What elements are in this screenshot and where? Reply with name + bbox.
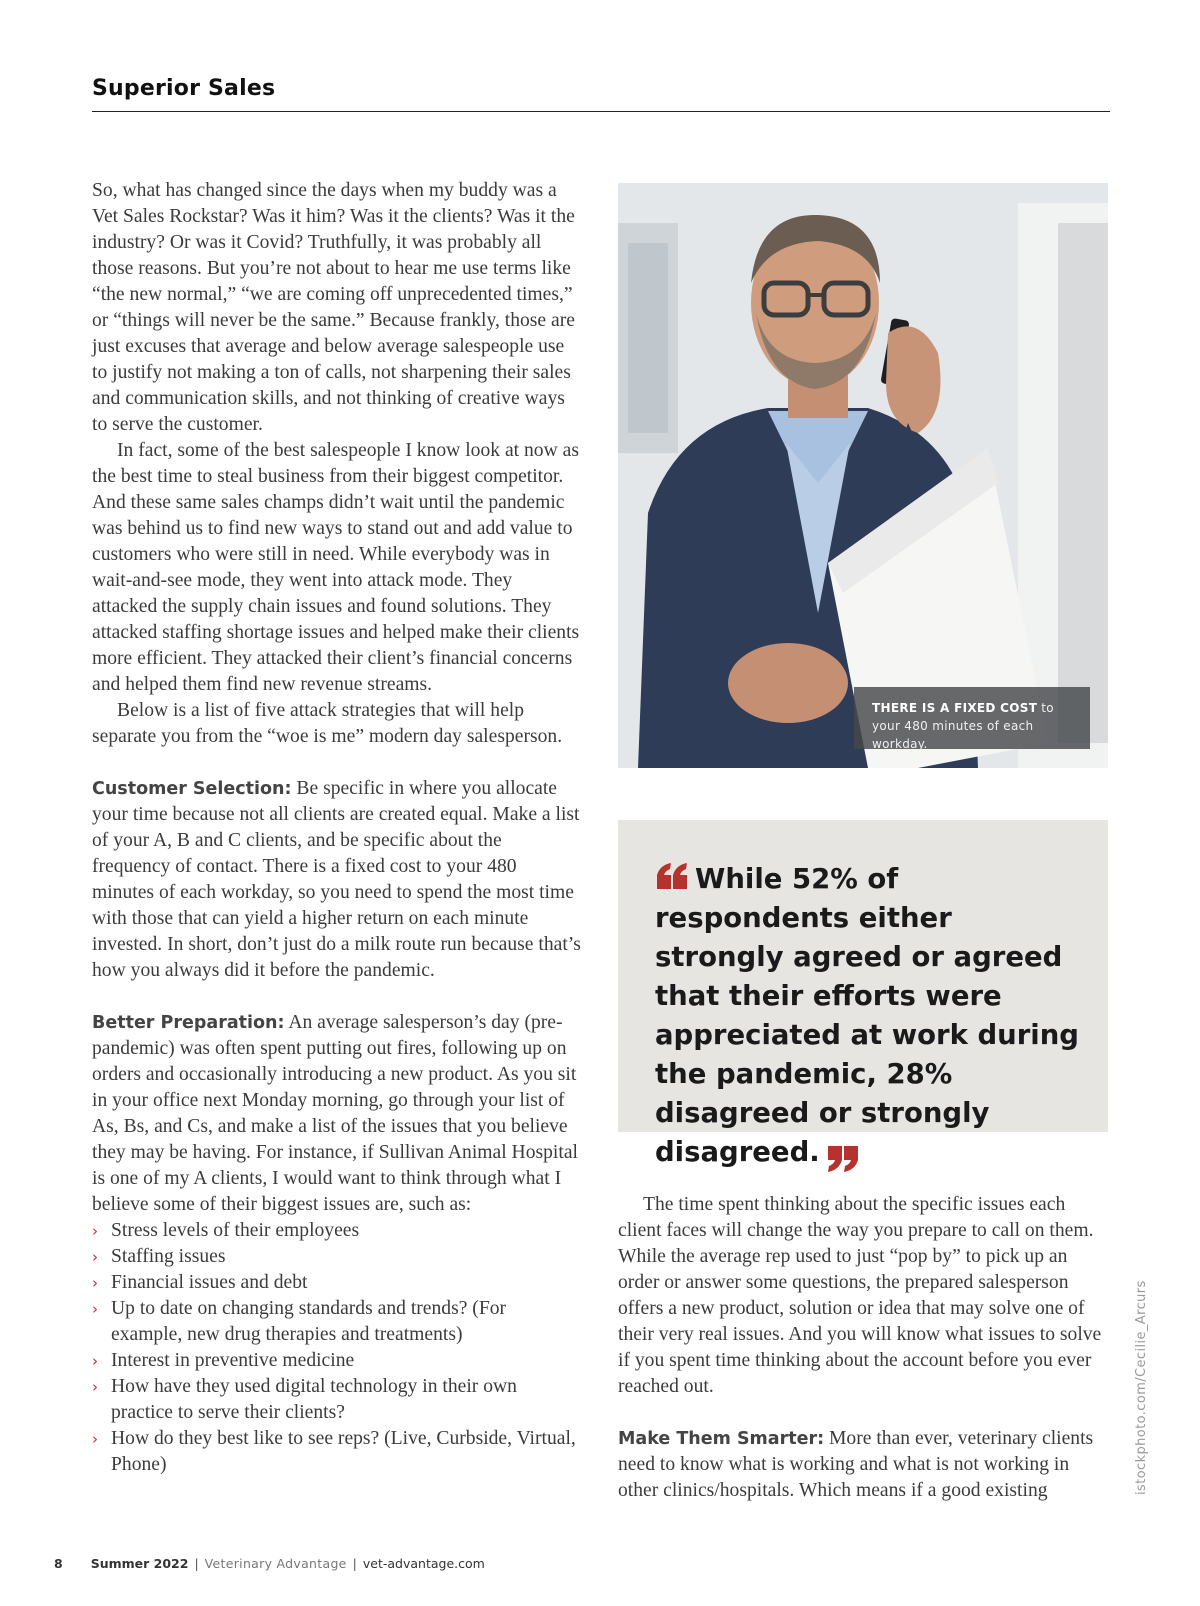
separator: | [194, 1556, 199, 1571]
businessman-on-phone-photo [618, 183, 1108, 768]
page-number: 8 [54, 1556, 63, 1571]
chevron-right-icon: › [92, 1248, 98, 1266]
strategy-lead: Customer Selection: [92, 779, 292, 799]
left-column [92, 178, 582, 1478]
strategy-lead: Better Preparation: [92, 1013, 285, 1033]
photo-caption [854, 687, 1090, 749]
pull-quote [618, 820, 1108, 1168]
list-item: › Financial issues and debt [92, 1270, 582, 1296]
page-header [92, 76, 1110, 112]
list-item: › Staffing issues [92, 1244, 582, 1270]
list-item: › Interest in preventive medicine [92, 1348, 582, 1374]
issue-label: Summer 2022 [90, 1556, 189, 1571]
caption-text: to your 480 minutes of each workday. [872, 701, 1054, 751]
strategy-better-preparation [92, 1010, 582, 1218]
magazine-name: Veterinary Advantage [204, 1556, 347, 1571]
page-footer [54, 1556, 485, 1571]
chevron-right-icon: › [92, 1352, 98, 1370]
strategy-customer-selection [92, 776, 582, 984]
chevron-right-icon: › [92, 1222, 98, 1240]
open-quote-icon [655, 863, 689, 891]
paragraph: In fact, some of the best salespeople I know look at now as the best time to steal business from their biggest competitor. And these same sales champs didn’t wait until the pandemic was behind us to find new ways to stand out and add value to customers who were still in need. While everybody was in wait-and-see mode, they went into attack mode. They attacked the supply chain issues and found solutions. They attacked staffing shortage issues and helped make their clients more efficient. They attacked their client’s financial concerns and helped them find new revenue streams. [92, 440, 580, 695]
list-item: › How have they used digital technology in their own practice to serve their clients? [92, 1376, 517, 1423]
strategy-text: Be specific in where you allocate your time because not all clients are created equal. Make a list of your A, B and C clients, and be specific about the frequency of contact. There is a fixed cost to your 480 minutes of each workday, so you need to spend the most time with those that can yield a higher return on each minute invested. In short, don’t just do a milk route run because that’s how you always did it before the pandemic. [92, 778, 581, 981]
header-rule [92, 111, 1110, 112]
paragraph: Below is a list of five attack strategies that will help separate you from the “woe is me” modern day salesperson. [92, 700, 563, 747]
close-quote-icon [826, 1144, 860, 1172]
chevron-right-icon: › [92, 1378, 98, 1396]
chevron-right-icon: › [92, 1430, 98, 1448]
section-title: Superior Sales [92, 76, 276, 101]
issues-list [92, 1218, 582, 1478]
strategy-lead: Make Them Smarter: [618, 1429, 825, 1449]
website-url: vet-advantage.com [362, 1556, 485, 1571]
chevron-right-icon: › [92, 1300, 98, 1318]
chevron-right-icon: › [92, 1274, 98, 1292]
right-column [618, 1192, 1112, 1504]
pull-quote-text [655, 860, 1085, 1172]
caption-bold: THERE IS A FIXED COST [872, 701, 1038, 715]
strategy-text: An average salesperson’s day (pre-pandemic) was often spent putting out fires, following up on orders and occasionally introducing a new product. As you sit in your office next Monday morning, go through your list of As, Bs, and Cs, and make a list of the issues that you believe they may be having. For instance, if Sullivan Animal Hospital is one of my A clients, I would want to think through what I believe some of their biggest issues are, such as: [92, 1012, 578, 1215]
list-item: › Stress levels of their employees [92, 1218, 582, 1244]
photo-credit: istockphoto.com/Cecilie_Arcurs [1134, 1280, 1149, 1495]
paragraph: So, what has changed since the days when my buddy was a Vet Sales Rockstar? Was it him? Was it the clients? Was it the industry? Or was it Covid? Truthfully, it was probably all those reasons. But you’re not about to hear me use terms like “the new normal,” “we are coming off unprecedented times,” or “things will never be the same.” Because frankly, those are just excuses that average and below average salespeople use to justify not making a ton of calls, not sharpening their sales and communication skills, and not thinking of creative ways to serve the customer. [92, 180, 575, 435]
list-item: › How do they best like to see reps? (Live, Curbside, Virtual, Phone) [92, 1428, 576, 1475]
strategy-make-them-smarter [618, 1426, 1112, 1504]
strategy-text: More than ever, veterinary clients need to know what is working and what is not working in other clinics/hospitals. Which means if a good existing [618, 1428, 1094, 1501]
list-item: › Up to date on changing standards and trends? (For example, new drug therapies and treatments) [92, 1298, 507, 1345]
separator: | [352, 1556, 357, 1571]
paragraph: The time spent thinking about the specific issues each client faces will change the way you prepare to call on them. While the average rep used to just “pop by” to pick up an order or answer some questions, the prepared salesperson offers a new product, solution or idea that may solve one of their very real issues. And you will know what issues to solve if you spent time thinking about the account before you ever reached out. [618, 1194, 1102, 1397]
photo-illustration [618, 183, 1108, 768]
pull-quote-body: While 52% of respondents either strongly agreed or agreed that their efforts were appreciated at work during the pandemic, 28% disagreed or strongly disagreed. [655, 863, 1079, 1168]
